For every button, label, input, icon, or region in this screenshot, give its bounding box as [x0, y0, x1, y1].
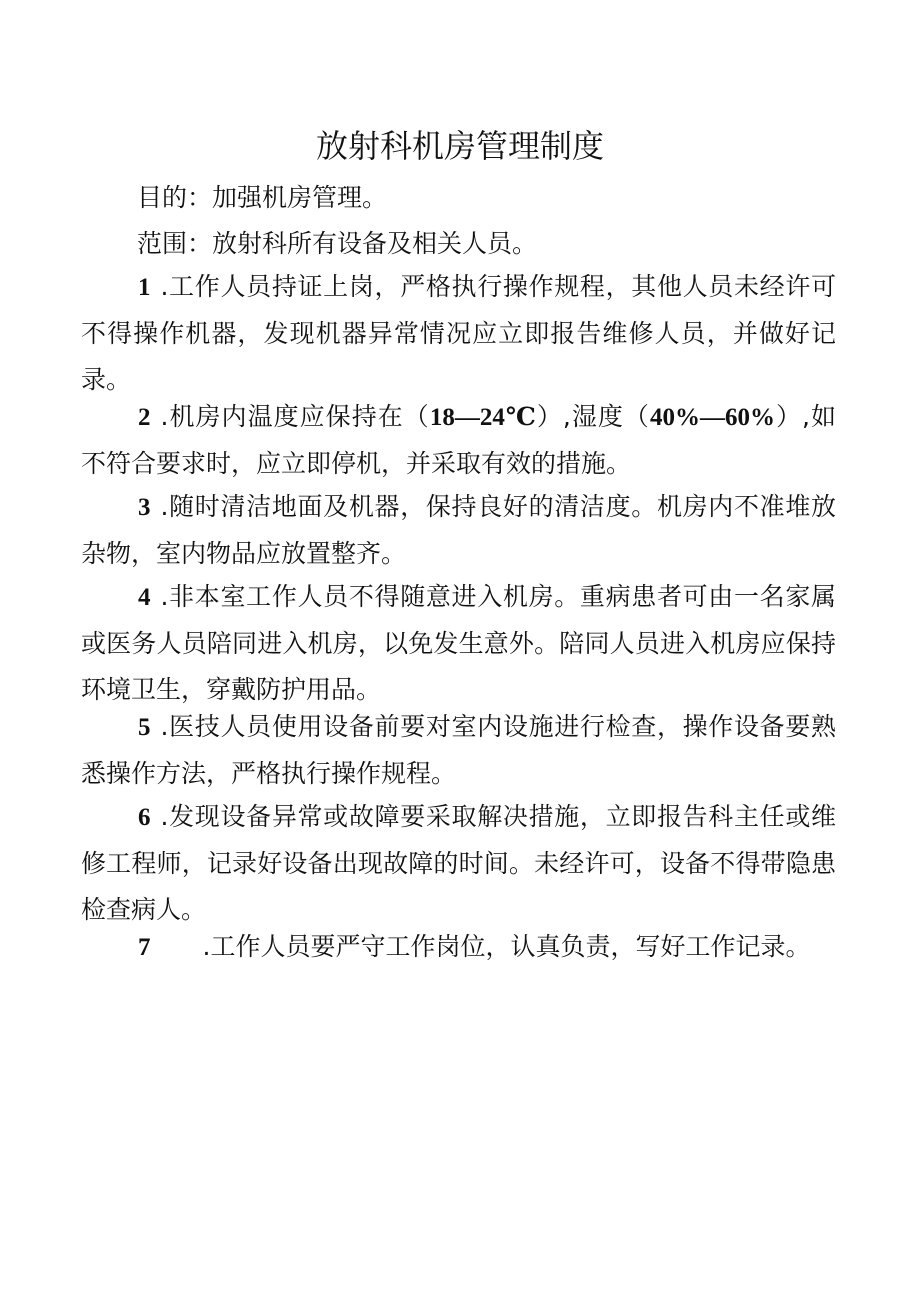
- rule-text: .工作人员持证上岗，严格执行操作规程，其他人员未经许可不得操作机器，发现机器异常情况应立即报告维修人员，并做好记录。: [81, 272, 836, 394]
- rule-number: 4: [138, 584, 151, 611]
- rule-number: 5: [138, 714, 151, 741]
- rule-item-4: [81, 574, 836, 713]
- rule-number: 1: [138, 274, 151, 301]
- rule-item-6: [81, 794, 836, 933]
- rule-text-part: ）,如不符合要求时，应立即停机，并采取有效的措施。: [81, 402, 836, 478]
- document-title: 放射科机房管理制度: [315, 127, 604, 165]
- rule-text: .医技人员使用设备前要对室内设施进行检查，操作设备要熟悉操作方法，严格执行操作规程。: [81, 712, 836, 788]
- rule-text: .随时清洁地面及机器，保持良好的清洁度。机房内不准堆放杂物，室内物品应放置整齐。: [81, 492, 836, 568]
- rule-item-7: [81, 924, 836, 971]
- rule-item-1: [81, 264, 836, 403]
- temperature-range: 18—24℃: [429, 404, 537, 431]
- rule-item-2: [81, 394, 836, 487]
- rule-number: 6: [138, 804, 151, 831]
- humidity-range: 40%—60%: [649, 404, 775, 431]
- rule-text: .发现设备异常或故障要采取解决措施，立即报告科主任或维修工程师，记录好设备出现故障的时间。未经许可，设备不得带隐患检查病人。: [81, 802, 836, 924]
- rule-number: 7: [138, 934, 151, 961]
- scope-line: 范围：放射科所有设备及相关人员。: [137, 229, 538, 258]
- rule-number: 2: [138, 404, 151, 431]
- rule-text: .非本室工作人员不得随意进入机房。重病患者可由一名家属或医务人员陪同进入机房，以免发生意外。陪同人员进入机房应保持环境卫生，穿戴防护用品。: [81, 582, 836, 704]
- rule-text-part: ）,湿度（: [536, 402, 650, 431]
- rule-item-3: [81, 484, 836, 577]
- purpose-line: 目的：加强机房管理。: [137, 183, 388, 212]
- rule-item-5: [81, 704, 836, 797]
- rule-text-part: .机房内温度应保持在（: [160, 402, 430, 431]
- rule-number: 3: [138, 494, 151, 521]
- rule-text: .工作人员要严守工作岗位，认真负责，写好工作记录。: [202, 932, 811, 961]
